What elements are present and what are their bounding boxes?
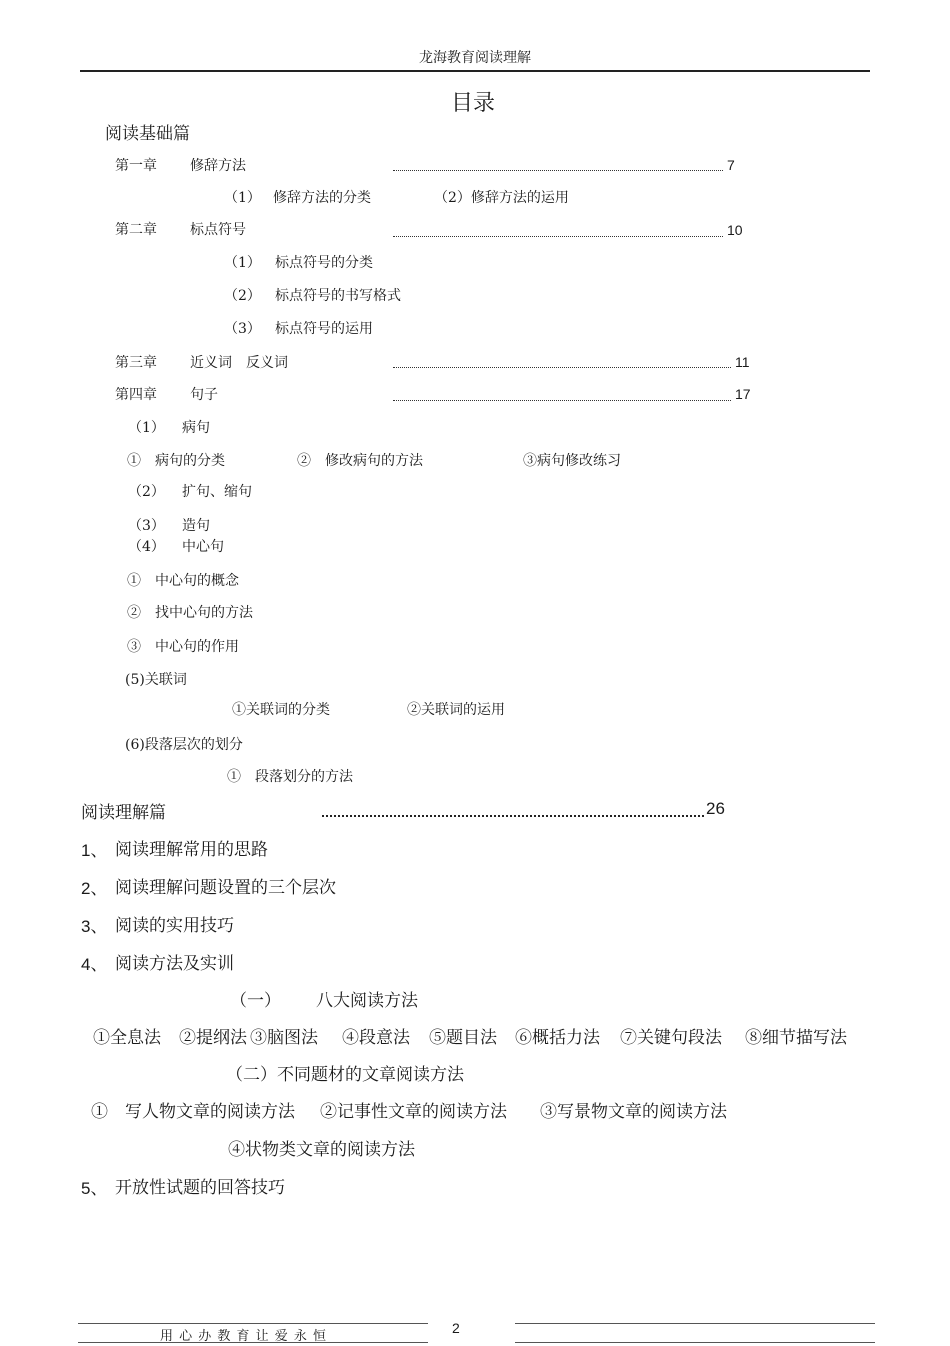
method-2: ②提纲法 xyxy=(179,1028,247,1048)
part2-leader xyxy=(322,815,704,817)
ch3-name: 近义词 反义词 xyxy=(190,355,288,371)
ch1-leader xyxy=(393,170,723,171)
method-1: ①全息法 xyxy=(93,1028,161,1048)
ch4-s4-item3: ③ 中心句的作用 xyxy=(127,639,239,655)
toc-title: 目录 xyxy=(450,91,495,116)
ch4-page: 17 xyxy=(735,386,751,402)
footer-rule-right-top xyxy=(515,1323,875,1324)
genre-2: ②记事性文章的阅读方法 xyxy=(320,1102,507,1122)
ch3-num: 第三章 xyxy=(115,355,157,371)
ch1-sub-num: （1） xyxy=(224,190,261,206)
ch1-num: 第一章 xyxy=(115,158,157,174)
part2-item4: 阅读方法及实训 xyxy=(115,954,234,974)
ch2-page: 10 xyxy=(727,222,743,238)
ch3-page: 11 xyxy=(735,354,750,370)
part2-item2-num: 2、 xyxy=(81,879,108,898)
ch4-num: 第四章 xyxy=(115,387,157,403)
footer-rule-right-bottom xyxy=(515,1342,875,1343)
sec1-num: （一） xyxy=(230,991,281,1011)
method-7: ⑦关键句段法 xyxy=(620,1028,722,1048)
part2-item4-num: 4、 xyxy=(81,955,108,974)
ch4-s1-item3: ③病句修改练习 xyxy=(523,453,621,469)
genre-1: ① 写人物文章的阅读方法 xyxy=(91,1102,295,1122)
ch2-sub1: 标点符号的分类 xyxy=(275,255,373,271)
ch2-sub3-num: （3） xyxy=(224,321,261,337)
page-number: 2 xyxy=(452,1320,460,1336)
method-4: ④段意法 xyxy=(342,1028,410,1048)
header-rule xyxy=(80,70,870,72)
ch4-s6-item: ① 段落划分的方法 xyxy=(227,769,353,785)
part2-item5-num: 5、 xyxy=(81,1179,108,1198)
ch4-s4-item2: ② 找中心句的方法 xyxy=(127,605,253,621)
part2-item5: 开放性试题的回答技巧 xyxy=(115,1178,285,1198)
ch4-s5: (5)关联词 xyxy=(125,672,187,688)
ch4-s1-item1: ① 病句的分类 xyxy=(127,453,225,469)
method-8: ⑧细节描写法 xyxy=(745,1028,847,1048)
sec1-title: 八大阅读方法 xyxy=(316,991,418,1011)
genre-3: ③写景物文章的阅读方法 xyxy=(540,1102,727,1122)
ch4-s1-item2: ② 修改病句的方法 xyxy=(297,453,423,469)
ch4-s5-item1: ①关联词的分类 xyxy=(232,702,330,718)
ch1-sub2: （2）修辞方法的运用 xyxy=(434,190,569,206)
ch4-s2: 扩句、缩句 xyxy=(182,484,252,500)
genre-4: ④状物类文章的阅读方法 xyxy=(228,1140,415,1160)
ch3-leader xyxy=(393,367,731,368)
ch4-s4-item1: ① 中心句的概念 xyxy=(127,573,239,589)
ch4-name: 句子 xyxy=(190,387,218,403)
ch2-sub2-num: （2） xyxy=(224,288,261,304)
part2-title: 阅读理解篇 xyxy=(81,803,166,823)
sec2-title: （二）不同题材的文章阅读方法 xyxy=(226,1065,464,1085)
ch2-num: 第二章 xyxy=(115,222,157,238)
ch2-sub1-num: （1） xyxy=(224,255,261,271)
ch1-page: 7 xyxy=(727,157,735,173)
ch4-s1: 病句 xyxy=(182,420,210,436)
ch4-s3: 造句 xyxy=(182,518,210,534)
ch1-name: 修辞方法 xyxy=(190,158,246,174)
ch4-s3-num: （3） xyxy=(128,518,165,534)
ch4-s4: 中心句 xyxy=(182,539,224,555)
method-5: ⑤题目法 xyxy=(429,1028,497,1048)
ch2-sub2: 标点符号的书写格式 xyxy=(275,288,401,304)
footer-motto: 用 心 办 教 育 让 爱 永 恒 xyxy=(160,1329,328,1344)
ch4-s2-num: （2） xyxy=(128,484,165,500)
ch2-leader xyxy=(393,236,723,237)
ch4-s5-item2: ②关联词的运用 xyxy=(407,702,505,718)
ch2-name: 标点符号 xyxy=(190,222,246,238)
ch4-s4-num: （4） xyxy=(128,539,165,555)
part2-item1: 阅读理解常用的思路 xyxy=(115,840,268,860)
ch1-sub1: 修辞方法的分类 xyxy=(273,190,371,206)
part2-page: 26 xyxy=(706,799,725,818)
method-3: ③脑图法 xyxy=(250,1028,318,1048)
footer-rule-left-top xyxy=(78,1323,428,1324)
part2-item2: 阅读理解问题设置的三个层次 xyxy=(115,878,336,898)
part2-item3-num: 3、 xyxy=(81,917,108,936)
part1-title: 阅读基础篇 xyxy=(105,124,190,144)
part2-item3: 阅读的实用技巧 xyxy=(115,916,234,936)
header-title: 龙海教育阅读理解 xyxy=(419,50,531,66)
ch4-s1-num: （1） xyxy=(128,420,165,436)
ch4-leader xyxy=(393,400,731,401)
method-6: ⑥概括力法 xyxy=(515,1028,600,1048)
part2-item1-num: 1、 xyxy=(81,841,108,860)
ch4-s6: (6)段落层次的划分 xyxy=(125,737,243,753)
ch2-sub3: 标点符号的运用 xyxy=(275,321,373,337)
